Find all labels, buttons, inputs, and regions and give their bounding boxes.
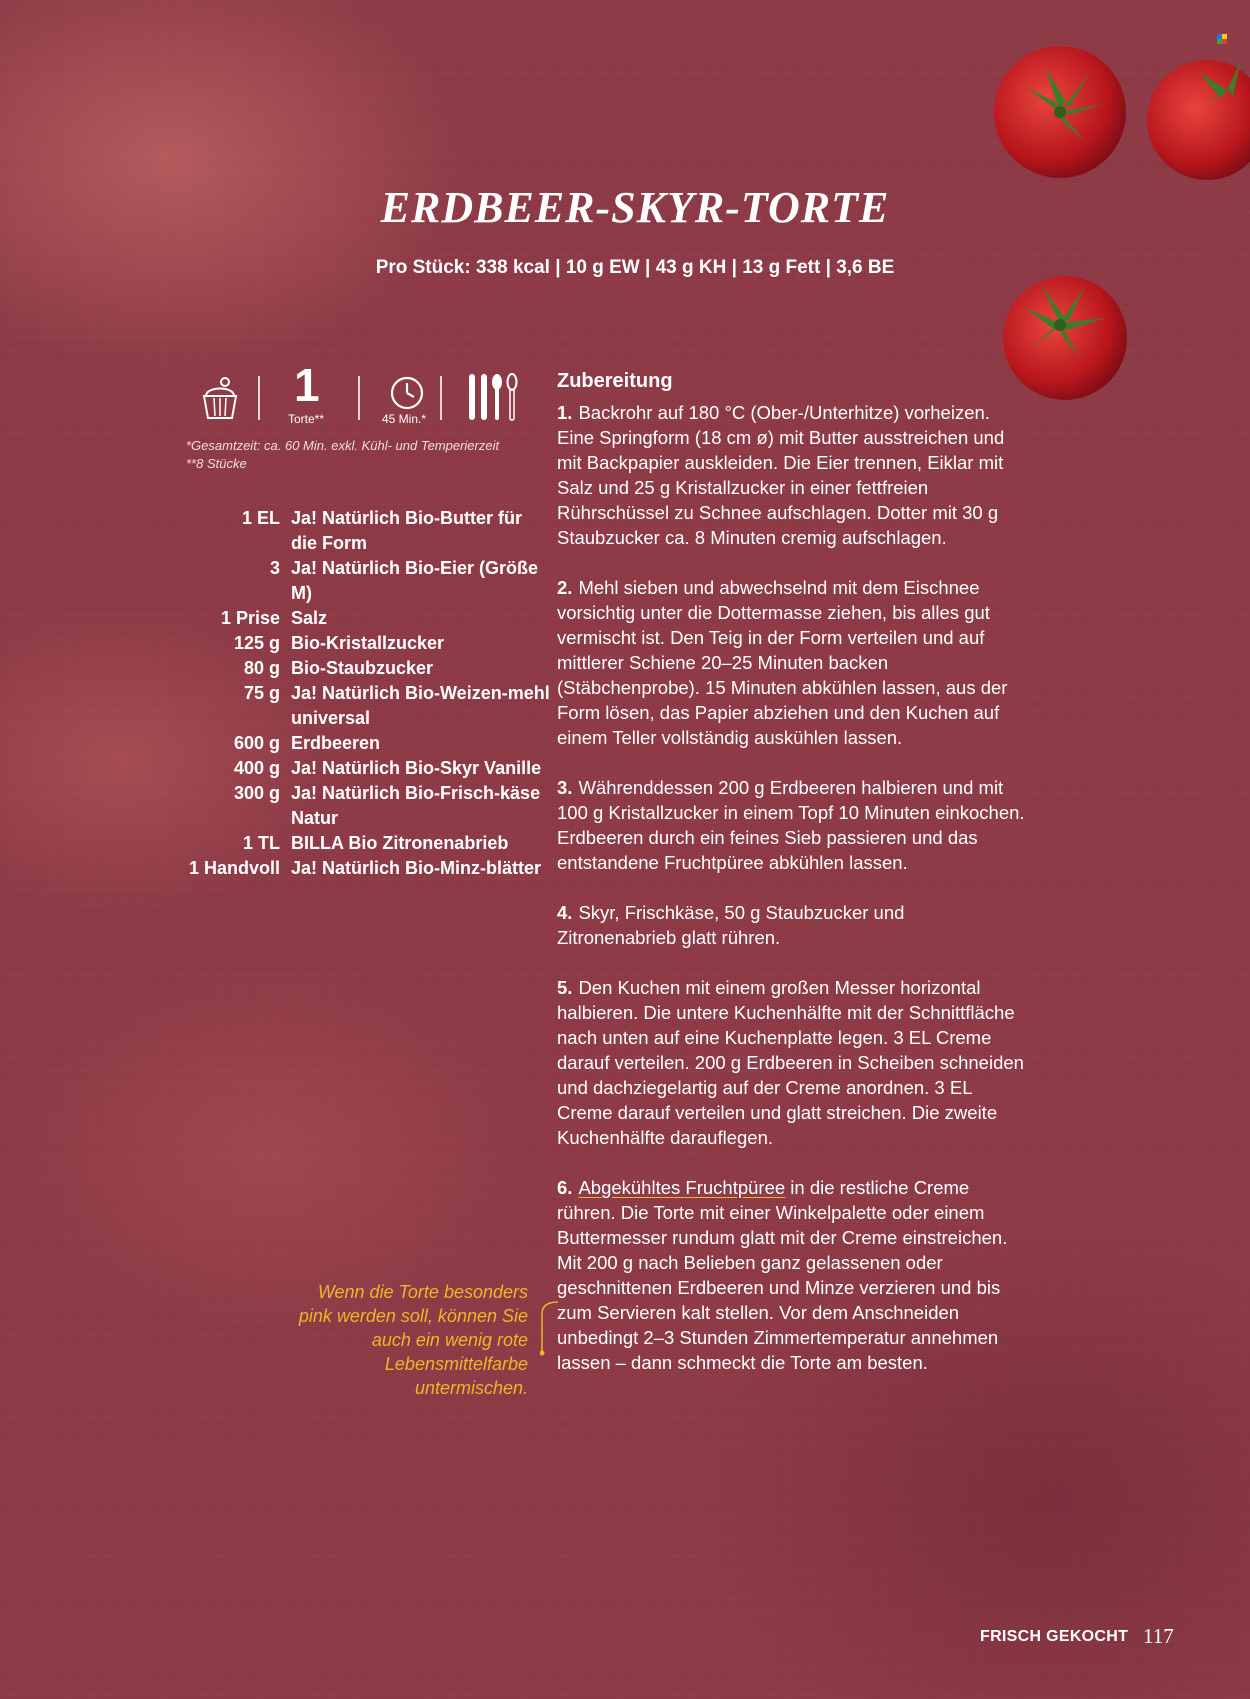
ingredient-row <box>150 656 550 681</box>
ingredient-row <box>150 756 550 781</box>
nutrition-info: Pro Stück: 338 kcal | 10 g EW | 43 g KH | 13 g Fett | 3,6 BE <box>375 257 895 278</box>
ingredient-qty: 600 g <box>233 733 280 753</box>
ingredient-row <box>150 631 550 656</box>
step-number: 1. <box>557 402 573 423</box>
ingredient-name: Ja! Natürlich Bio-Skyr Vanille <box>291 758 542 778</box>
step-text: Backrohr auf 180 °C (Ober-/Unterhitze) vorheizen. Eine Springform (18 cm ø) mit Butter ausstreichen und mit Backpapier auskleiden. Die Eier trennen, Eiklar mit Salz und 25 g Kristallzucker in einer fettfreien Rührschüssel zu Schnee aufschlagen. Dotter mit 30 g Staubzucker ca. 8 Minuten cremig aufschlagen. <box>557 402 1005 548</box>
ingredient-qty: 3 <box>269 558 280 578</box>
cupcake-icon <box>200 374 240 422</box>
footnote-pieces: **8 Stücke <box>186 456 247 471</box>
ingredient-qty: 300 g <box>233 783 280 803</box>
preparation-step <box>557 775 1027 875</box>
strawberry-image-top-right <box>1145 58 1250 188</box>
step-text: Mehl sieben und abwechselnd mit dem Eischnee vorsichtig unter die Dottermasse ziehen, bis alles gut vermischt ist. Den Teig in der Form verteilen und auf mittlerer Schiene 20–25 Minuten backen (Stäbchenprobe). 15 Minuten abkühlen lassen, aus der Form lösen, das Papier abziehen und den Kuchen auf einem Teller vollständig auskühlen lassen. <box>557 577 1008 748</box>
servings-label: Torte** <box>288 412 325 426</box>
ingredient-qty: 1 EL <box>241 508 280 528</box>
divider <box>440 376 442 420</box>
ingredient-qty: 400 g <box>233 758 280 778</box>
color-registration-mark <box>1217 34 1227 44</box>
ingredient-name: Bio-Kristallzucker <box>291 633 445 653</box>
step-number: 2. <box>557 577 573 598</box>
time-label: 45 Min.* <box>382 412 427 426</box>
preparation-heading: Zubereitung <box>557 370 673 392</box>
ingredient-name: Ja! Natürlich Bio-Butter für die Form <box>291 508 523 553</box>
preparation-step <box>557 900 1027 950</box>
step-number: 4. <box>557 902 573 923</box>
strawberry-image-top-left <box>985 42 1135 182</box>
preparation-step <box>557 400 1027 550</box>
ingredient-name: Ja! Natürlich Bio-Minz-blätter <box>291 858 542 878</box>
ingredient-qty: 125 g <box>233 633 280 653</box>
ingredient-qty: 1 Prise <box>220 608 280 628</box>
section-label: FRISCH GEKOCHT <box>980 1628 1129 1645</box>
ingredient-row <box>150 731 550 756</box>
ingredient-name: Ja! Natürlich Bio-Frisch-käse Natur <box>291 783 541 828</box>
step-text: in die restliche Creme rühren. Die Torte mit einer Winkelpalette oder einem Buttermesser rundum glatt mit der Creme einstreichen. Mit 200 g nach Belieben ganz gelassenen oder geschnittenen Erdbeeren und Minze verzieren und bis zum Servieren kalt stellen. Vor dem Anschneiden unbedingt 2–3 Stunden Zimmertemperatur annehmen lassen – dann schmeckt die Torte am besten. <box>557 1177 1008 1373</box>
ingredient-list <box>150 506 550 881</box>
ingredient-row <box>150 556 550 606</box>
step-text: Währenddessen 200 g Erdbeeren halbieren und mit 100 g Kristallzucker in einem Topf 10 Minuten einkochen. Erdbeeren durch ein feines Sieb passieren und das entstandene Fruchtpüree abkühlen lassen. <box>557 777 1025 873</box>
ingredient-row <box>150 681 550 731</box>
ingredient-qty: 80 g <box>243 658 280 678</box>
clock-icon <box>389 375 425 411</box>
ingredient-qty: 75 g <box>243 683 280 703</box>
servings-count: 1 <box>294 359 320 411</box>
ingredient-row <box>150 506 550 556</box>
ingredient-qty: 1 Handvoll <box>188 858 280 878</box>
cutlery-icon <box>466 372 520 422</box>
step-number: 6. <box>557 1177 573 1198</box>
ingredient-name: Salz <box>291 608 328 628</box>
ingredient-row <box>150 781 550 831</box>
ingredient-name: Bio-Staubzucker <box>291 658 434 678</box>
preparation-section <box>557 370 1027 1400</box>
ingredient-qty: 1 TL <box>242 833 280 853</box>
ingredient-row <box>150 856 550 881</box>
step-text: Den Kuchen mit einem großen Messer horizontal halbieren. Die untere Kuchenhälfte mit der Schnittfläche nach unten auf eine Kuchenplatte legen. 3 EL Creme darauf verteilen. 200 g Erdbeeren in Scheiben schneiden und dachziegelartig auf der Creme anordnen. 3 EL Creme darauf verteilen und glatt streichen. Die zweite Kuchenhälfte darauflegen. <box>557 977 1024 1148</box>
page-number: 117 <box>1143 1624 1174 1648</box>
step-number: 5. <box>557 977 573 998</box>
ingredient-name: BILLA Bio Zitronenabrieb <box>291 833 509 853</box>
step-text: Skyr, Frischkäse, 50 g Staubzucker und Zitronenabrieb glatt rühren. <box>557 902 905 948</box>
ingredient-name: Ja! Natürlich Bio-Eier (Größe M) <box>291 558 539 603</box>
ingredient-name: Ja! Natürlich Bio-Weizen-mehl universal <box>291 683 550 728</box>
preparation-step <box>557 975 1027 1150</box>
ingredient-row <box>150 606 550 631</box>
recipe-info-row <box>196 359 526 430</box>
divider <box>258 376 260 420</box>
step-text-highlight: Abgekühltes Fruchtpüree <box>578 1177 786 1198</box>
ingredient-name: Erdbeeren <box>291 733 381 753</box>
divider <box>358 376 360 420</box>
preparation-step <box>557 575 1027 750</box>
footnote-total-time: *Gesamtzeit: ca. 60 Min. exkl. Kühl- und Temperierzeit <box>186 438 500 453</box>
preparation-step <box>557 1175 1027 1375</box>
ingredient-row <box>150 831 550 856</box>
recipe-title: ERDBEER-SKYR-TORTE <box>380 183 890 232</box>
step-number: 3. <box>557 777 573 798</box>
tip-text: Wenn die Torte besonders pink werden soll, können Sie auch ein wenig rote Lebensmittelfarbe untermischen. <box>298 1282 528 1398</box>
